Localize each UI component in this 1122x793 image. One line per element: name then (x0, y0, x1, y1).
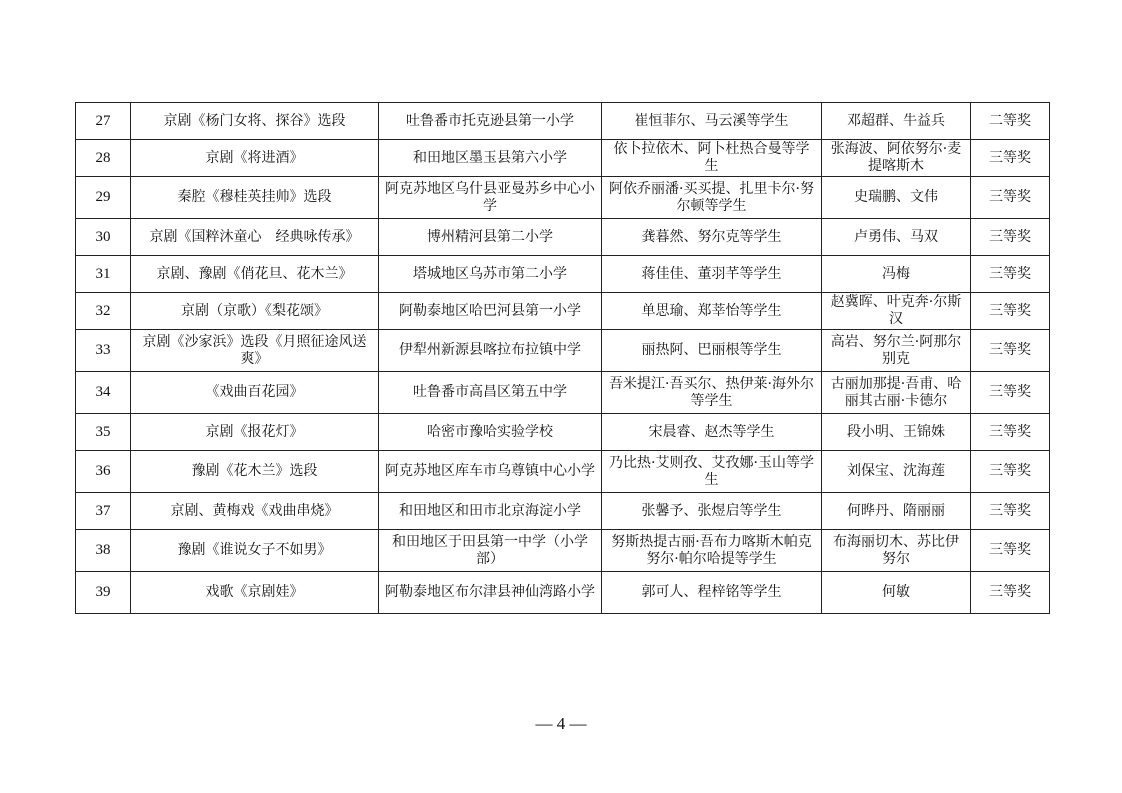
award-level: 三等奖 (971, 330, 1050, 372)
program-title: 京剧、黄梅戏《戏曲串烧》 (131, 493, 379, 530)
teacher-names: 邓超群、牛益兵 (822, 103, 971, 140)
program-title: 京剧《报花灯》 (131, 414, 379, 451)
table-row (76, 414, 1050, 451)
table-row (76, 372, 1050, 414)
school-name: 和田地区于田县第一中学（小学部） (379, 530, 602, 572)
entry-number: 30 (76, 219, 131, 256)
student-names: 丽热阿、巴丽根等学生 (602, 330, 822, 372)
entry-number: 32 (76, 293, 131, 330)
student-names: 乃比热·艾则孜、艾孜娜·玉山等学生 (602, 451, 822, 493)
page-number: — 4 — (535, 714, 587, 733)
award-level: 三等奖 (971, 530, 1050, 572)
school-name: 阿克苏地区乌什县亚曼苏乡中心小学 (379, 177, 602, 219)
award-level: 三等奖 (971, 140, 1050, 177)
student-names: 宋晨睿、赵杰等学生 (602, 414, 822, 451)
teacher-names: 古丽加那提·吾甫、哈丽其古丽·卡德尔 (822, 372, 971, 414)
table-row (76, 493, 1050, 530)
entry-number: 35 (76, 414, 131, 451)
school-name: 塔城地区乌苏市第二小学 (379, 256, 602, 293)
awards-table (75, 102, 1050, 614)
award-level: 三等奖 (971, 451, 1050, 493)
program-title: 京剧《沙家浜》选段《月照征途风送爽》 (131, 330, 379, 372)
table-row (76, 293, 1050, 330)
school-name: 伊犁州新源县喀拉布拉镇中学 (379, 330, 602, 372)
school-name: 和田地区和田市北京海淀小学 (379, 493, 602, 530)
student-names: 阿依乔丽潘·买买提、扎里卡尔·努尔顿等学生 (602, 177, 822, 219)
entry-number: 34 (76, 372, 131, 414)
teacher-names: 冯梅 (822, 256, 971, 293)
entry-number: 37 (76, 493, 131, 530)
school-name: 哈密市豫哈实验学校 (379, 414, 602, 451)
award-level: 三等奖 (971, 493, 1050, 530)
student-names: 努斯热提古丽·吾布力喀斯木帕克努尔·帕尔哈提等学生 (602, 530, 822, 572)
program-title: 秦腔《穆桂英挂帅》选段 (131, 177, 379, 219)
school-name: 阿勒泰地区哈巴河县第一小学 (379, 293, 602, 330)
award-level: 二等奖 (971, 103, 1050, 140)
table-row (76, 140, 1050, 177)
entry-number: 29 (76, 177, 131, 219)
award-level: 三等奖 (971, 177, 1050, 219)
table-row (76, 256, 1050, 293)
teacher-names: 史瑞鹏、文伟 (822, 177, 971, 219)
teacher-names: 张海波、阿依努尔·麦提喀斯木 (822, 140, 971, 177)
school-name: 博州精河县第二小学 (379, 219, 602, 256)
school-name: 吐鲁番市托克逊县第一小学 (379, 103, 602, 140)
program-title: 京剧、豫剧《俏花旦、花木兰》 (131, 256, 379, 293)
program-title: 戏歌《京剧娃》 (131, 572, 379, 614)
student-names: 龚暮然、努尔克等学生 (602, 219, 822, 256)
award-level: 三等奖 (971, 219, 1050, 256)
student-names: 郭可人、程梓铭等学生 (602, 572, 822, 614)
teacher-names: 段小明、王锦姝 (822, 414, 971, 451)
school-name: 阿克苏地区库车市乌尊镇中心小学 (379, 451, 602, 493)
student-names: 张馨予、张煜启等学生 (602, 493, 822, 530)
entry-number: 27 (76, 103, 131, 140)
student-names: 依卜拉依木、阿卜杜热合曼等学生 (602, 140, 822, 177)
program-title: 豫剧《谁说女子不如男》 (131, 530, 379, 572)
program-title: 京剧（京歌）《梨花颂》 (131, 293, 379, 330)
entry-number: 36 (76, 451, 131, 493)
teacher-names: 刘保宝、沈海莲 (822, 451, 971, 493)
teacher-names: 赵冀晖、叶克奔·尔斯汉 (822, 293, 971, 330)
teacher-names: 何晔丹、隋丽丽 (822, 493, 971, 530)
program-title: 《戏曲百花园》 (131, 372, 379, 414)
teacher-names: 高岩、努尔兰·阿那尔别克 (822, 330, 971, 372)
student-names: 吾米提江·吾买尔、热伊莱·海外尔等学生 (602, 372, 822, 414)
award-level: 三等奖 (971, 572, 1050, 614)
award-level: 三等奖 (971, 293, 1050, 330)
teacher-names: 卢勇伟、马双 (822, 219, 971, 256)
school-name: 和田地区墨玉县第六小学 (379, 140, 602, 177)
program-title: 京剧《将进酒》 (131, 140, 379, 177)
table-row (76, 530, 1050, 572)
student-names: 单思瑜、郑莘怡等学生 (602, 293, 822, 330)
program-title: 京剧《杨门女将、探谷》选段 (131, 103, 379, 140)
award-level: 三等奖 (971, 256, 1050, 293)
table-row (76, 572, 1050, 614)
table-row (76, 451, 1050, 493)
table-row (76, 219, 1050, 256)
program-title: 豫剧《花木兰》选段 (131, 451, 379, 493)
entry-number: 31 (76, 256, 131, 293)
table-row (76, 103, 1050, 140)
school-name: 吐鲁番市高昌区第五中学 (379, 372, 602, 414)
teacher-names: 布海丽切木、苏比伊努尔 (822, 530, 971, 572)
entry-number: 38 (76, 530, 131, 572)
awards-table-body (76, 103, 1050, 614)
award-level: 三等奖 (971, 414, 1050, 451)
student-names: 崔恒菲尔、马云溪等学生 (602, 103, 822, 140)
program-title: 京剧《国粹沐童心 经典咏传承》 (131, 219, 379, 256)
entry-number: 33 (76, 330, 131, 372)
entry-number: 39 (76, 572, 131, 614)
teacher-names: 何敏 (822, 572, 971, 614)
student-names: 蒋佳佳、董羽芊等学生 (602, 256, 822, 293)
table-row (76, 330, 1050, 372)
entry-number: 28 (76, 140, 131, 177)
table-row (76, 177, 1050, 219)
school-name: 阿勒泰地区布尔津县神仙湾路小学 (379, 572, 602, 614)
award-level: 三等奖 (971, 372, 1050, 414)
